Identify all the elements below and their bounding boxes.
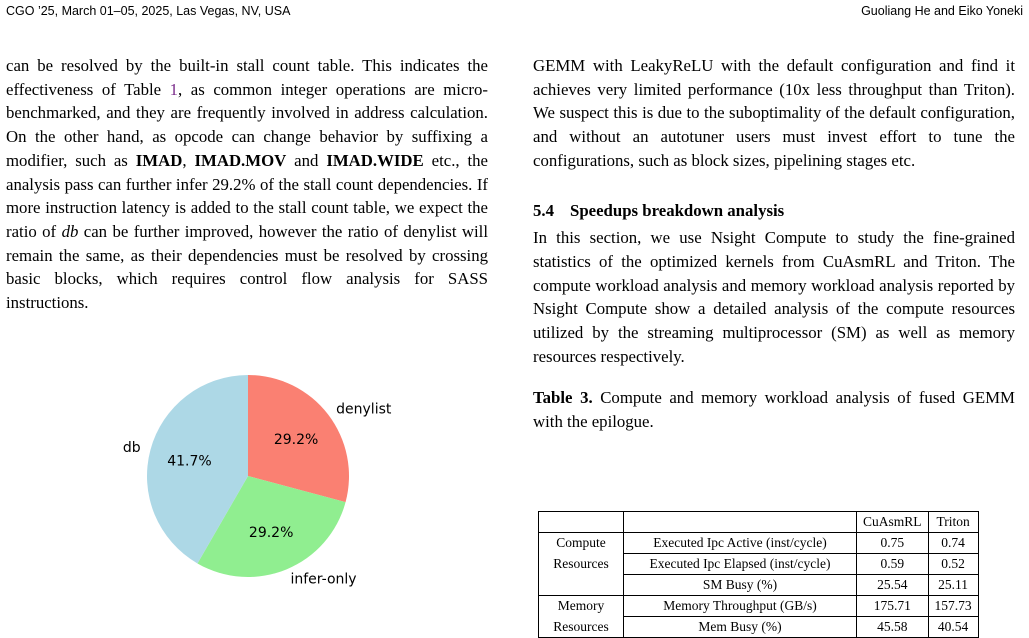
group-label: Compute <box>539 533 624 554</box>
table-row <box>539 554 979 575</box>
text-run: , <box>182 150 195 170</box>
table-row <box>539 533 979 554</box>
opcode-imad: IMAD <box>135 150 183 170</box>
header-authors: Guoliang He and Eiko Yoneki <box>861 4 1023 18</box>
table-row <box>539 575 979 596</box>
table-ref-link[interactable]: 1 <box>169 79 179 99</box>
intro-paragraph: GEMM with LeakyReLU with the default configuration and find it achieves very limited performance (10x less throughput than Triton). We suspect this is due to the suboptimality of the default configuration, and without an autotuner users must invest effort to tune the configurations, such as block sizes, pipelining stages etc. <box>533 56 1015 170</box>
pie-category-label: denylist <box>336 401 392 418</box>
left-column <box>6 54 488 337</box>
metric-cell: Executed Ipc Active (inst/cycle) <box>624 533 857 554</box>
group-label: Memory <box>539 596 624 617</box>
group-label: Resources <box>539 617 624 638</box>
pie-category-label: db <box>122 440 141 457</box>
header-cell <box>624 512 857 533</box>
text-run: can be resolved by the built-in stall count table. This indicates the effectiveness of Table <box>6 56 488 99</box>
metric-cell: SM Busy (%) <box>624 575 857 596</box>
workload-table <box>538 511 979 638</box>
pie-value-label: 29.2% <box>248 524 294 541</box>
metric-cell: Executed Ipc Elapsed (inst/cycle) <box>624 554 857 575</box>
pie-value-label: 29.2% <box>273 432 319 449</box>
metric-cell: Mem Busy (%) <box>624 617 857 638</box>
text-run: , as common integer operations are micro-benchmarked, and they are frequently involved in address calculation. On the other hand, as opcode can change behavior by suffixing a modifier, such as <box>6 79 488 170</box>
cuasmrl-cell: 0.75 <box>857 533 929 554</box>
group-label: Resources <box>539 554 624 575</box>
pie-category-label: infer-only <box>290 571 357 588</box>
body-paragraph <box>6 54 488 315</box>
triton-cell: 25.11 <box>928 575 978 596</box>
group-label-empty <box>539 575 624 596</box>
triton-cell: 0.74 <box>928 533 978 554</box>
triton-cell: 157.73 <box>928 596 978 617</box>
table-row <box>539 596 979 617</box>
pie-chart <box>100 354 400 604</box>
header-venue: CGO ’25, March 01–05, 2025, Las Vegas, NV, USA <box>6 4 291 18</box>
triton-cell: 40.54 <box>928 617 978 638</box>
opcode-imad-mov: IMAD.MOV <box>194 150 287 170</box>
section-heading <box>533 199 1015 223</box>
section-number: 5.4 <box>533 200 554 220</box>
db-term: db <box>61 221 79 241</box>
metric-cell: Memory Throughput (GB/s) <box>624 596 857 617</box>
cuasmrl-cell: 25.54 <box>857 575 929 596</box>
text-run: and <box>286 150 327 170</box>
cuasmrl-cell: 175.71 <box>857 596 929 617</box>
section-title: Speedups breakdown analysis <box>569 200 785 220</box>
opcode-imad-wide: IMAD.WIDE <box>326 150 424 170</box>
caption-text: Compute and memory workload analysis of fused GEMM with the epilogue. <box>533 388 1015 432</box>
pie-value-label: 41.7% <box>167 453 212 470</box>
table-caption <box>533 386 1015 433</box>
table-header-row <box>539 512 979 533</box>
right-column <box>533 54 1015 434</box>
running-header <box>6 4 1023 18</box>
cuasmrl-cell: 45.58 <box>857 617 929 638</box>
table-row <box>539 617 979 638</box>
header-cell: Triton <box>928 512 978 533</box>
header-cell: CuAsmRL <box>857 512 929 533</box>
text-run: can be further improved, however the ratio of denylist will remain the same, as their dependencies must be resolved by crossing basic blocks, which requires control flow analysis for SASS instructions. <box>6 221 488 313</box>
section-paragraph: In this section, we use Nsight Compute to study the fine-grained statistics of the optimized kernels from CuAsmRL and Triton. The compute workload analysis and memory workload analysis reported by Nsight Compute show a detailed analysis of the compute resources utilized by the streaming multiprocessor (SM) as well as memory resources respectively. <box>533 228 1015 366</box>
triton-cell: 0.52 <box>928 554 978 575</box>
cuasmrl-cell: 0.59 <box>857 554 929 575</box>
header-cell <box>539 512 624 533</box>
text-run: etc., the analysis pass can further infer 29.2% of the stall count dependencies. If more instruction latency is added to the stall count table, we expect the ratio of <box>6 150 488 241</box>
caption-label: Table 3. <box>533 388 593 408</box>
